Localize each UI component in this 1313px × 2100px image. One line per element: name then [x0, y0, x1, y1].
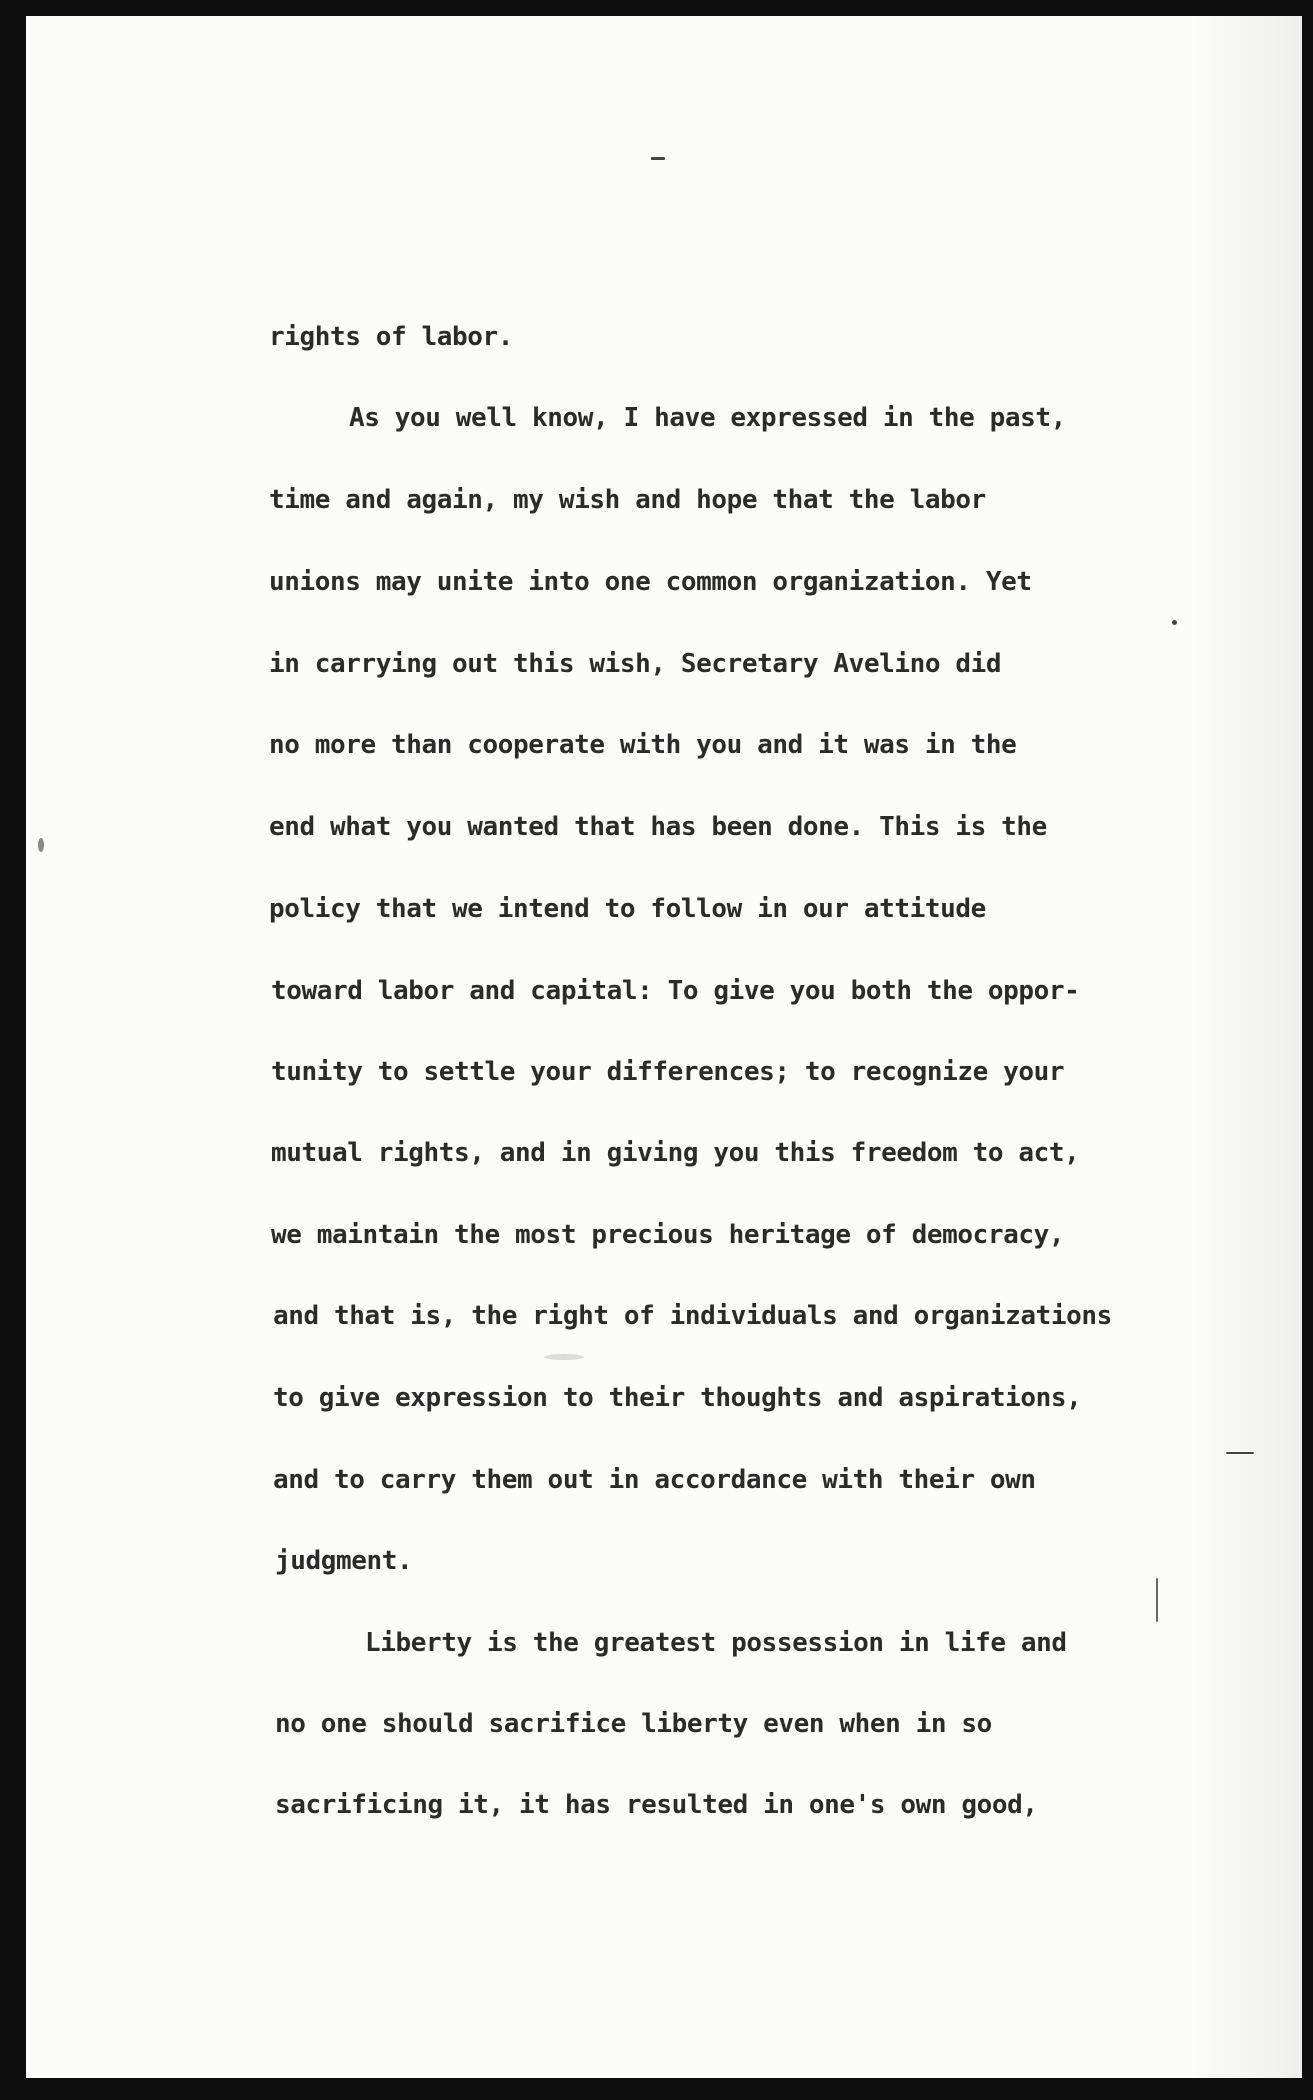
text-line: end what you wanted that has been done. This is the — [269, 812, 1047, 842]
text-line: no one should sacrifice liberty even when in so — [275, 1709, 992, 1739]
scan-speck — [1172, 620, 1177, 625]
text-line: to give expression to their thoughts and aspirations, — [273, 1383, 1082, 1413]
scan-speck — [1226, 1452, 1254, 1454]
scan-speck — [544, 1354, 584, 1360]
text-line: in carrying out this wish, Secretary Avelino did — [269, 649, 1002, 679]
text-line: time and again, my wish and hope that the labor — [269, 485, 986, 515]
text-line: tunity to settle your differences; to recognize your — [271, 1057, 1065, 1087]
scan-speck — [1156, 1578, 1158, 1622]
text-line: and to carry them out in accordance with their own — [273, 1465, 1036, 1495]
scan-speck — [651, 157, 665, 160]
text-line: sacrificing it, it has resulted in one's own good, — [275, 1790, 1038, 1820]
text-line: we maintain the most precious heritage of democracy, — [271, 1220, 1065, 1250]
text-line: policy that we intend to follow in our attitude — [269, 894, 986, 924]
text-line: toward labor and capital: To give you both the oppor- — [271, 976, 1080, 1006]
document-page — [26, 16, 1302, 2078]
text-line: As you well know, I have expressed in the past, — [349, 403, 1066, 433]
text-line: rights of labor. — [269, 322, 514, 352]
text-line: unions may unite into one common organization. Yet — [269, 567, 1032, 597]
text-line: mutual rights, and in giving you this freedom to act, — [271, 1138, 1080, 1168]
text-line: and that is, the right of individuals and organizations — [273, 1301, 1112, 1331]
text-line: no more than cooperate with you and it was in the — [269, 730, 1017, 760]
text-line: Liberty is the greatest possession in life and — [365, 1628, 1067, 1658]
text-line: judgment. — [275, 1546, 413, 1576]
scan-speck — [38, 838, 44, 852]
